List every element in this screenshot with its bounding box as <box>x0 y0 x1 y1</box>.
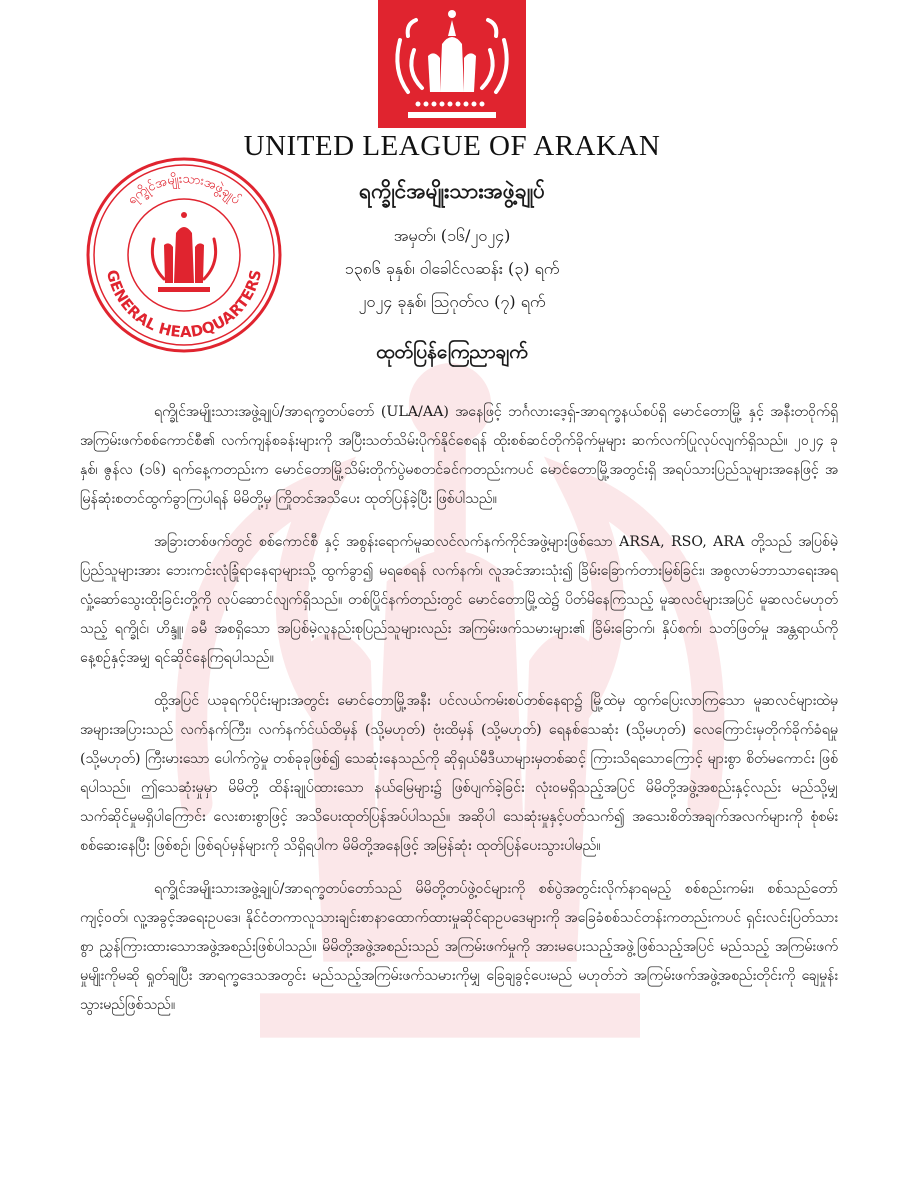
rakhine-date: ၁၃၈၆ ခုနှစ်၊ ဝါခေါင်လဆန်း (၃) ရက် <box>344 259 560 278</box>
svg-text:ရက္ခိုင်အမျိုးသားအဖွဲ့ချုပ် <box>125 171 244 209</box>
statement-body <box>80 398 838 1034</box>
statement-title: ထုတ်ပြန်ကြေညာချက် <box>376 341 528 363</box>
gregorian-date: ၂၀၂၄ ခုနှစ်၊ ဩဂုတ်လ (၇) ရက် <box>358 292 546 311</box>
reference-number: အမှတ်၊ (၁၆/၂၀၂၄) <box>393 226 511 245</box>
paragraph-2: အခြားတစ်ဖက်တွင် စစ်ကောင်စီ နှင့် အစွန်းရောက်မူဆလင်လက်နက်ကိုင်အဖွဲ့များဖြစ်သော ARSA, RSO, ARA တို့သည် အပြစ်မဲ့ပြည်သူများအား ဘေးကင်းလုံခြုံရာနေရာများသို့ ထွက်ခွာ၍ မရစေရန် လက်နက်၊ လူအင်အားသုံး၍ ခြိမ်းခြောက်တားမြစ်ခြင်း၊ အစွလာမ်ဘာသာရေးအရ လှုံ့ဆော်သွေးထိုးခြင်းတို့ကို လုပ်ဆောင်လျက်ရှိသည်။ တစ်ပြိုင်နက်တည်းတွင် မောင်တောမြို့ထဲ၌ ပိတ်မိနေကြသည့် မူဆလင်များအပြင် မူဆလင်မဟုတ်သည့် ရက္ခိုင်၊ ဟိန္ဒူ၊ ခမီ အစရှိသော အပြစ်မဲ့လူနည်းစုပြည်သူများလည်း အကြမ်းဖက်သမားများ၏ ခြိမ်းခြောက်၊ နှိပ်စက်၊ သတ်ဖြတ်မှု အန္တရာယ်ကို နေ့စဉ်နှင့်အမျှ ရင်ဆိုင်နေကြရပါသည်။ <box>80 534 838 666</box>
headquarters-seal <box>84 155 284 355</box>
seal-text-top: ရက္ခိုင်အမျိုးသားအဖွဲ့ချုပ် <box>124 171 244 208</box>
paragraph-1: ရက္ခိုင်အမျိုးသားအဖွဲ့ချုပ်/အာရက္ခတပ်တော် (ULA/AA) အနေဖြင့် ဘင်္ဂလားဒေ့ရှ်-အာရက္ခနယ်စပ်ရှိ မောင်တောမြို့ နှင့် အနီးတဝိုက်ရှိ အကြမ်းဖက်စစ်ကောင်စီ၏ လက်ကျန်စခန်းများကို အပြီးသတ်သိမ်းပိုက်နိုင်စေရန် ထိုးစစ်ဆင်တိုက်ခိုက်မှုများ ဆက်လက်ပြုလုပ်လျက်ရှိသည်။ ၂၀၂၄ ခုနှစ်၊ ဇွန်လ (၁၆) ရက်နေ့ကတည်းက မောင်တောမြို့သိမ်းတိုက်ပွဲမစတင်ခင်ကတည်းကပင် မောင်တောမြို့အတွင်းရှိ အရပ်သားပြည်သူများအနေဖြင့် အမြန်ဆုံးစတင်ထွက်ခွာကြပါရန် မိမိတို့မှ ကြိုတင်အသိပေး ထုတ်ပြန်ခဲ့ပြီး ဖြစ်ပါသည်။ <box>80 404 838 507</box>
org-name-english: UNITED LEAGUE OF ARAKAN <box>243 130 661 162</box>
paragraph-3: ထို့အပြင် ယခုရက်ပိုင်းများအတွင်း မောင်တောမြို့အနီး ပင်လယ်ကမ်းစပ်တစ်နေရာ၌ မြို့ထဲမှ ထွက်ပြေးလာကြသော မူဆလင်များထဲမှ အများအပြားသည် လက်နက်ကြီး၊ လက်နက်င်ယ်ထိမှန် (သို့မဟုတ်) ဗုံးထိမှန် (သို့မဟုတ်) ရေနစ်သေဆုံး (သို့မဟုတ်) လေကြောင်းမှတိုက်ခိုက်ခံရမှု (သို့မဟုတ်) ကြီးမားသော ပေါက်ကွဲမှု တစ်ခုခုဖြစ်၍ သေဆုံးနေသည်ကို ဆိုရှယ်မီဒီယာများမှတစ်ဆင့် ကြားသိရသောကြောင့် များစွာ စိတ်မကောင်း ဖြစ်ရပါသည်။ ဤသေဆုံးမှုမှာ မိမိတို့ ထိန်းချုပ်ထားသော နယ်မြေများ၌ ဖြစ်ပျက်ခဲ့ခြင်း လုံးဝမရှိသည့်အပြင် မိမိတို့အဖွဲ့အစည်းနှင့်လည်း မည်သို့မျှ သက်ဆိုင်မှုမရှိပါကြောင်း လေးစားစွာဖြင့် အသိပေးထုတ်ပြန်အပ်ပါသည်။ အဆိုပါ သေဆုံးမှုနှင့်ပတ်သက်၍ အသေးစိတ်အချက်အလက်များကို စုံစမ်းစစ်ဆေးနေပြီး ဖြစ်စဉ်၊ ဖြစ်ရပ်မှန်များကို သိရှိရပါက မိမိတို့အနေဖြင့် အမြန်ဆုံး ထုတ်ပြန်ပေးသွားပါမည်။ <box>80 693 838 854</box>
org-name-burmese: ရက္ခိုင်အမျိုးသားအဖွဲ့ချုပ် <box>359 178 545 203</box>
ula-logo <box>378 0 526 128</box>
paragraph-4: ရက္ခိုင်အမျိုးသားအဖွဲ့ချုပ်/အာရက္ခတပ်တော်သည် မိမိတို့တပ်ဖွဲ့ဝင်များကို စစ်ပွဲအတွင်းလိုက်နာရမည့် စစ်စည်းကမ်း၊ စစ်သည်တော်ကျင့်ဝတ်၊ လူ့အခွင့်အရေးဥပဒေ၊ နိုင်ငံတကာလူသားချင်းစာနာထောက်ထားမှုဆိုင်ရာဥပဒေများကို အခြေခံစစ်သင်တန်းကတည်းကပင် ရှင်းလင်းပြတ်သားစွာ ညွှန်ကြားထားသောအဖွဲ့အစည်းဖြစ်ပါသည်။ မိမိတို့အဖွဲ့အစည်းသည် အကြမ်းဖက်မှုကို အားမပေးသည့်အဖွဲ့ဖြစ်သည့်အပြင် မည်သည့် အကြမ်းဖက်မှုမျိုးကိုမဆို ရှုတ်ချပြီး အာရက္ခဒေသအတွင်း မည်သည့်အကြမ်းဖက်သမားကိုမျှ ခြေချခွင့်ပေးမည် မဟုတ်ဘဲ အကြမ်းဖက်အဖွဲ့အစည်းတိုင်းကို ချေမှုန်းသွားမည်ဖြစ်သည်။ <box>80 881 838 1013</box>
emblem-icon <box>378 0 526 128</box>
seal-text-bottom: GENERAL HEADQUARTERS <box>102 267 266 342</box>
